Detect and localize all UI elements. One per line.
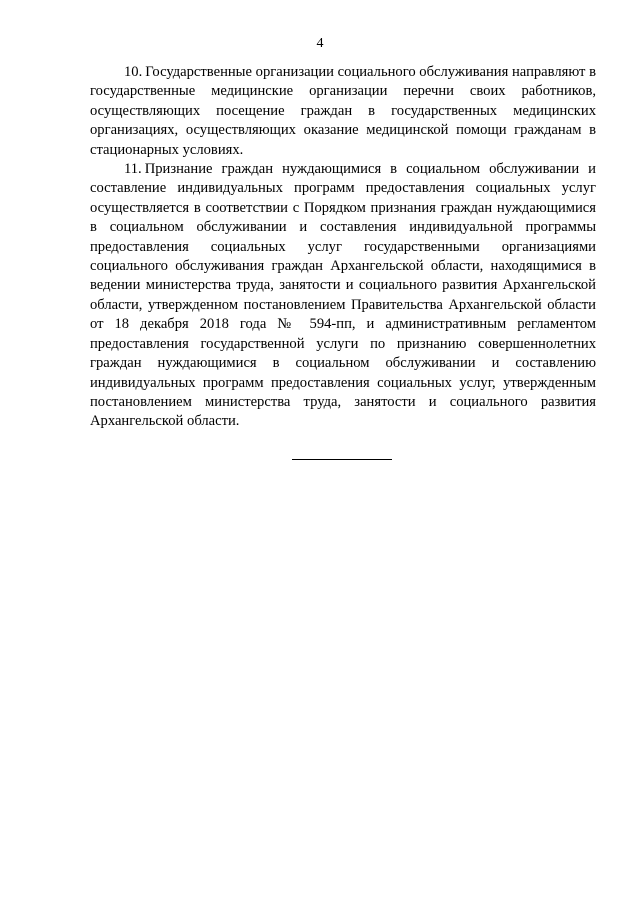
- document-body: [90, 63, 596, 432]
- paragraph-number: 11.: [124, 161, 142, 178]
- page-number: 4: [316, 36, 324, 51]
- paragraph-text: Государственные организации социального обслуживания направляют в государственные медицинские организации перечни своих работников, осуществляющих посещение граждан в государственных медицинских организациях, осуществляющих оказание медицинской помощи гражданам в стационарных условиях.: [90, 64, 596, 158]
- paragraph-11: [90, 160, 596, 432]
- paragraph-10: [90, 63, 596, 160]
- end-of-document-rule: [292, 459, 392, 460]
- paragraph-number: 10.: [124, 64, 143, 80]
- paragraph-text: Признание граждан нуждающимися в социальном обслуживании и составление индивидуальных программ предоставления социальных услуг осуществляется в соответствии с Порядком признания граждан нуждающимися в социальном обслуживании и составления индивидуальной программы предоставления социальных услуг государственными организациями социального обслуживания граждан Архангельской области, находящимися в ведении министерства труда, занятости и социального развития Архангельской области, утвержденном постановлением Правительства Архангельской области от 18 декабря 2018 года № 594-пп, и административным регламентом предоставления государственной услуги по признанию совершеннолетних граждан нуждающимися в социальном обслуживании и составлению индивидуальных программ предоставления социальных услуг, утвержденным постановлением министерства труда, занятости и социального развития Архангельской области.: [90, 161, 596, 430]
